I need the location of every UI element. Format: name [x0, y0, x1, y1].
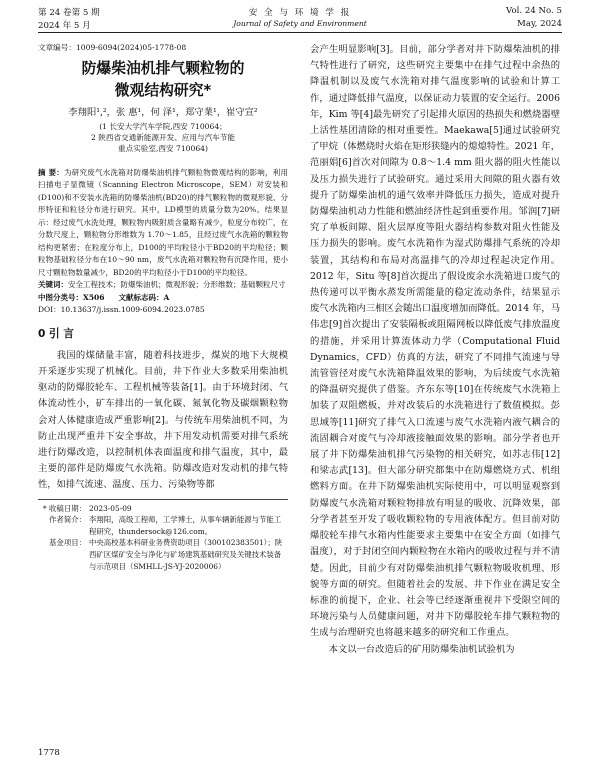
author-bio: 李翔阳，高级工程师，工学博士，从事车辆新能源与节能工程研究，thundersock@126.com。 — [89, 515, 282, 536]
intro-paragraph: 我国的煤储量丰富，随着科技进步，煤炭的地下大规模开采逐步实现了机械化。目前，井下作业大多数采用柴油机驱动的防爆胶轮车、工程机械等装备[1]。由于环境封闭、气体流动性小，矿车排出的一氧化碳、氮氧化物及碳烟颗粒物会对人体健康造成严重影响[2]。与传统车用柴油机不同，为防止出现严重井下安全事故，井下用发动机需要对排气系统进行防爆改造，以控制机体表面温度和排气温度，其中，最主要的部件是防爆废气水洗箱。防爆改造对发动机的排气特性，如排气流速、温度、压力、污染物等都 — [38, 349, 288, 491]
paper-title — [38, 58, 288, 102]
date-en: May, 2024 — [517, 19, 562, 29]
date-cn: 2024 年 5 月 — [38, 21, 91, 31]
body-paragraph-continued: 会产生明显影响[3]。目前，部分学者对井下防爆柴油机的排气特性进行了研究，这些研究主要集中在排气过程中余热的降温机制以及废气水洗箱对排气温度影响的试验和计算工作，通过降低排气温度，以保证动力装置的安全运行。2006 年，Kim 等[4]最先研究了引起排火原因的热损失和燃烧器壁上活性基团清除的相对重要性。Maekawa[5]通过试验研究了甲烷（体燃烧时火焰在矩形狭缝内的熄熄特性。2021 年，范丽娟[6]首次对间隙为 0.8～1.4 mm 阻火器的阻火性能以及压力损失进行了试验研究。通过采用大间隙的阻火器有效提升了防爆柴油机的通气效率并降低压力损失，造成对提升防爆柴油机动力性能和燃油经济性起到重要作用。邹润[7]研究了单板间隙、阻火层厚度等阻火器结构参数对阻火性能及压力损失的影响。废气水洗箱作为湿式防爆排气系统的冷却装置，其结构和布局对高温排气的冷却过程起决定作用。2012 年，Situ 等[8]首次提出了假设废余水洗箱进口废气的热传递可以平衡水蒸发所需能量的稳定流动条件，结果显示废气水洗箱内三相区会随出口温度增加而降低。2014 年，马伟忠[9]首次提出了安装隔板或阻隔网板以降低废气排放温度的措施，并采用计算流体动力学（Computational Fluid Dynamics，CFD）仿真的方法，研究了不同排气流速与导流管管径对废气水洗箱降温效果的影响，为后续废气水洗箱的降温研究提供了借鉴。齐东东等[10]在传统废气水洗箱上加装了双阻燃板，并对改装后的水洗箱进行了数值模拟。彭思域等[11]研究了排气入口流速与废气水洗箱内液气耦合的流固耦合对废气与冷却液接触面效果的影响。部分学者也开展了井下防爆柴油机排气污染物的相关研究，如苏志伟[12]和梁志武[13]。但大部分研究都集中在防爆燃烧方式、机组燃料方面。在井下防爆柴油机实际使用中，可以明显观察到防爆废气水洗箱对颗粒物排放有明显的吸收、沉降效果，部分学者甚至开发了吸收颗粒物的专用液体配方。但目前对防爆胶轮车排气水箱内性能要求主要集中在安全方面（如排气温度），对于封闭空间内颗粒物在水箱内的吸收过程与并不清楚。因此，目前少有对防爆柴油机排气颗粒物吸收机理、形貌等方面的研究。但随着社会的发展、井下作业在满足安全标准的前提下，企业、社会等已经逐渐重视井下受限空间的环境污染与人员健康问题，对井下防爆胶轮车排气颗粒物的生成与治理研究也将越来越多的研究和工作重点。 — [310, 44, 560, 639]
received-date: 2023-05-09 — [89, 503, 132, 513]
received-label: * 收稿日期： — [43, 503, 86, 513]
abstract-text: 为研究废气水洗箱对防爆柴油机排气颗粒物微观结构的影响，利用扫描电子显微镜（Scanning Electron Microscope，SEM）对安装和(D100)和不安装水洗箱的防爆柴油机(BD20)的排气颗粒物的微观形貌、分形特征和粒径分布进行研究。其中，LD模型的质量分数为20%。结果显示：经过废气水洗处理，颗粒物内吸附质含量略有减少，粒度分布较广，在分数尺度上，颗粒物分形维数为 1.70～1.85，且经过废气水洗箱的颗粒物结构更紧密；在粒度分布上，D100的平均粒径小于BD20的平均粒径；颗粒物基础粒径分布在10～90 nm，废气水洗箱对颗粒物有沉降作用，使小尺寸颗粒物数量减少，BD20的平均粒径小于D100的平均粒径。 — [38, 167, 288, 277]
clc-value: X506 — [83, 292, 105, 302]
article-number: 文章编号：1009-6094(2024)05-1778-08 — [38, 43, 187, 52]
author-list: 李翔阳¹,²，张 惠¹，何 泽¹，郑守業¹，崔守宣² — [68, 107, 258, 118]
running-header — [38, 4, 562, 33]
title-line-1: 防爆柴油机排气颗粒物的 — [81, 60, 245, 77]
abstract — [38, 167, 288, 280]
affiliation-1: (1 长安大学汽车学院,西安 710064； — [99, 122, 227, 131]
fund-info: 中央高校基本科研业务费资助项目（300102383501）；陕西矿区煤矿安全与净化与矿场建筑基础研究及关键技术装备与示范项目（SMHLL-JS-YJ-2020006） — [89, 538, 283, 571]
body-paragraph-next: 本文以一台改造后的矿用防爆柴油机试验机为 — [328, 643, 515, 655]
author-bio-label: 作者简介： — [49, 515, 86, 525]
doc-code-label: 文献标志码： — [118, 292, 164, 302]
section-heading-intro: 0 引 言 — [38, 327, 74, 340]
keywords-label: 关键词： — [38, 280, 68, 290]
keywords-text: 安全工程技术；防爆柴油机；微观形貌；分形维数；基础颗粒尺寸 — [68, 280, 286, 290]
affiliation-3: 重点实验室,西安 710064) — [118, 144, 208, 154]
clc-label: 中图分类号： — [38, 292, 83, 302]
affiliations — [38, 121, 288, 155]
volume-issue-en: Vol. 24 No. 5 — [506, 6, 562, 16]
doi: DOI：10.13637/j.issn.1009-6094.2023.0785 — [38, 305, 205, 315]
footnote — [38, 499, 288, 573]
keywords — [38, 279, 288, 292]
volume-issue-cn: 第 24 卷第 5 期 — [38, 8, 100, 18]
classification-line — [38, 292, 288, 305]
page-number: 1778 — [38, 748, 60, 758]
title-line-2: 微观结构研究* — [114, 82, 212, 99]
affiliation-2: 2 陕西省交通新能源开发、应用与汽车节能 — [91, 133, 235, 143]
right-column — [310, 42, 560, 742]
journal-name-cn: 安 全 与 环 境 学 报 — [248, 8, 352, 18]
doc-code-value: A — [163, 292, 170, 302]
journal-name-en: Journal of Safety and Environment — [233, 19, 367, 28]
abstract-label: 摘 要： — [38, 167, 65, 177]
fund-label: 基金项目： — [49, 538, 86, 548]
left-column — [38, 42, 288, 742]
